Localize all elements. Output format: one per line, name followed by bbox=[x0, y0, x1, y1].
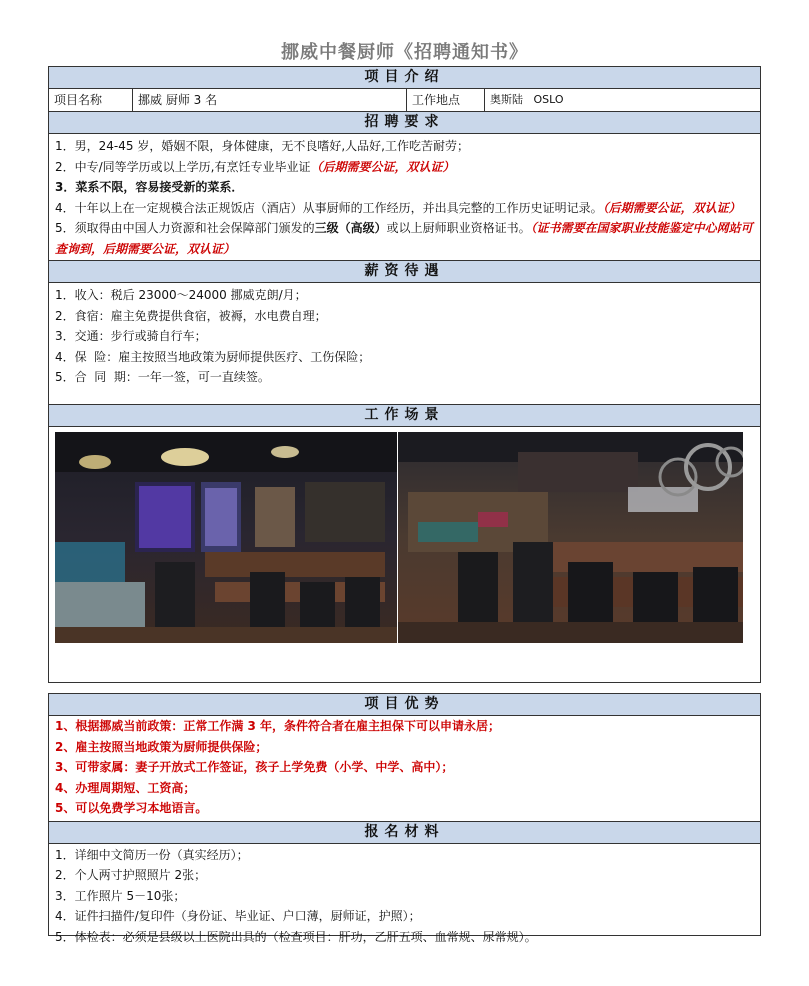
material-item: 1．详细中文简历一份（真实经历）； bbox=[55, 847, 249, 862]
requirement-note: （后期需要公证，双认证） bbox=[310, 159, 455, 174]
project-name-label: 项目名称 bbox=[49, 89, 133, 111]
requirement-text: 或以上厨师职业资格证书。 bbox=[386, 221, 531, 235]
material-item: 4．证件扫描件/复印件（身份证、毕业证、户口薄，厨师证，护照）； bbox=[55, 909, 421, 923]
requirement-note: （证书需要在国家职业技能鉴定中心网站可查询到，后期需要公证，双认证） bbox=[55, 221, 753, 256]
advantages-header: 项目优势 bbox=[49, 694, 760, 716]
salary-item: 4．保 险：雇主按照当地政策为厨师提供医疗、工伤保险； bbox=[55, 349, 371, 364]
requirement-text: 5．须取得由中国人力资源和社会保障部门颁发的 bbox=[55, 221, 315, 235]
requirement-text: 2．中专/同等学历或以上学历,有烹饪专业毕业证 bbox=[55, 159, 311, 174]
restaurant-photo-left bbox=[55, 432, 397, 643]
requirement-note: （后期需要公证，双认证） bbox=[602, 200, 741, 215]
salary-item: 5．合 同 期：一年一签，可一直续签。 bbox=[55, 370, 270, 384]
requirement-item bbox=[49, 198, 760, 219]
materials-header: 报名材料 bbox=[49, 822, 760, 844]
requirement-item: 1．男，24-45 岁，婚姻不限，身体健康，无不良嗜好,人品好,工作吃苦耐劳； bbox=[55, 139, 469, 153]
requirement-item bbox=[49, 218, 760, 259]
material-item: 5．体检表：必须是县级以上医院出具的（检查项目：肝功，乙肝五项、血常规、尿常规）。 bbox=[55, 929, 537, 944]
requirement-item: 3．菜系不限，容易接受新的菜系． bbox=[55, 180, 244, 194]
requirement-level: 三级（高级） bbox=[314, 221, 387, 235]
requirements-list bbox=[49, 134, 760, 261]
requirement-item bbox=[49, 157, 760, 178]
requirements-header: 招聘要求 bbox=[49, 112, 760, 134]
work-location-label: 工作地点 bbox=[407, 89, 485, 111]
salary-item: 1．收入：税后 23000～24000 挪威克朗/月； bbox=[55, 288, 307, 302]
salary-item: 2．食宿：雇主免费提供食宿，被褥，水电费自理； bbox=[55, 308, 327, 323]
project-intro-header: 项目介绍 bbox=[49, 67, 760, 89]
workplace-photos bbox=[49, 427, 760, 647]
advantage-item: 4、办理周期短、工资高； bbox=[55, 780, 196, 795]
materials-list bbox=[49, 844, 760, 948]
recruitment-section bbox=[48, 66, 761, 683]
advantage-item: 1、根据挪威当前政策：正常工作满 3 年，条件符合者在雇主担保下可以申请永居； bbox=[55, 719, 501, 733]
salary-header: 薪资待遇 bbox=[49, 261, 760, 283]
scene-header: 工作场景 bbox=[49, 405, 760, 427]
page-title: 挪威中餐厨师《招聘通知书》 bbox=[281, 42, 528, 63]
advantage-item: 2、雇主按照当地政策为厨师提供保险； bbox=[55, 739, 268, 754]
requirement-text: 4．十年以上在一定规模合法正规饭店（酒店）从事厨师的工作经历，并出具完整的工作历史证明记录。 bbox=[55, 200, 603, 215]
project-intro-row bbox=[49, 89, 760, 112]
work-location-value: 奥斯陆 OSLO bbox=[490, 93, 564, 106]
advantage-item: 5、可以免费学习本地语言。 bbox=[55, 801, 208, 815]
advantage-item: 3、可带家属：妻子开放式工作签证，孩子上学免费（小学、中学、高中）； bbox=[55, 760, 454, 774]
material-item: 3．工作照片 5－10张； bbox=[55, 888, 186, 903]
advantages-materials-section bbox=[48, 693, 761, 944]
advantages-list bbox=[49, 716, 760, 822]
salary-item: 3．交通：步行或骑自行车； bbox=[55, 329, 207, 343]
salary-list bbox=[49, 283, 760, 405]
restaurant-photo-right bbox=[398, 432, 743, 643]
material-item: 2．个人两寸护照照片 2张； bbox=[55, 868, 207, 882]
project-name-value: 挪威 厨师 3 名 bbox=[133, 89, 407, 111]
